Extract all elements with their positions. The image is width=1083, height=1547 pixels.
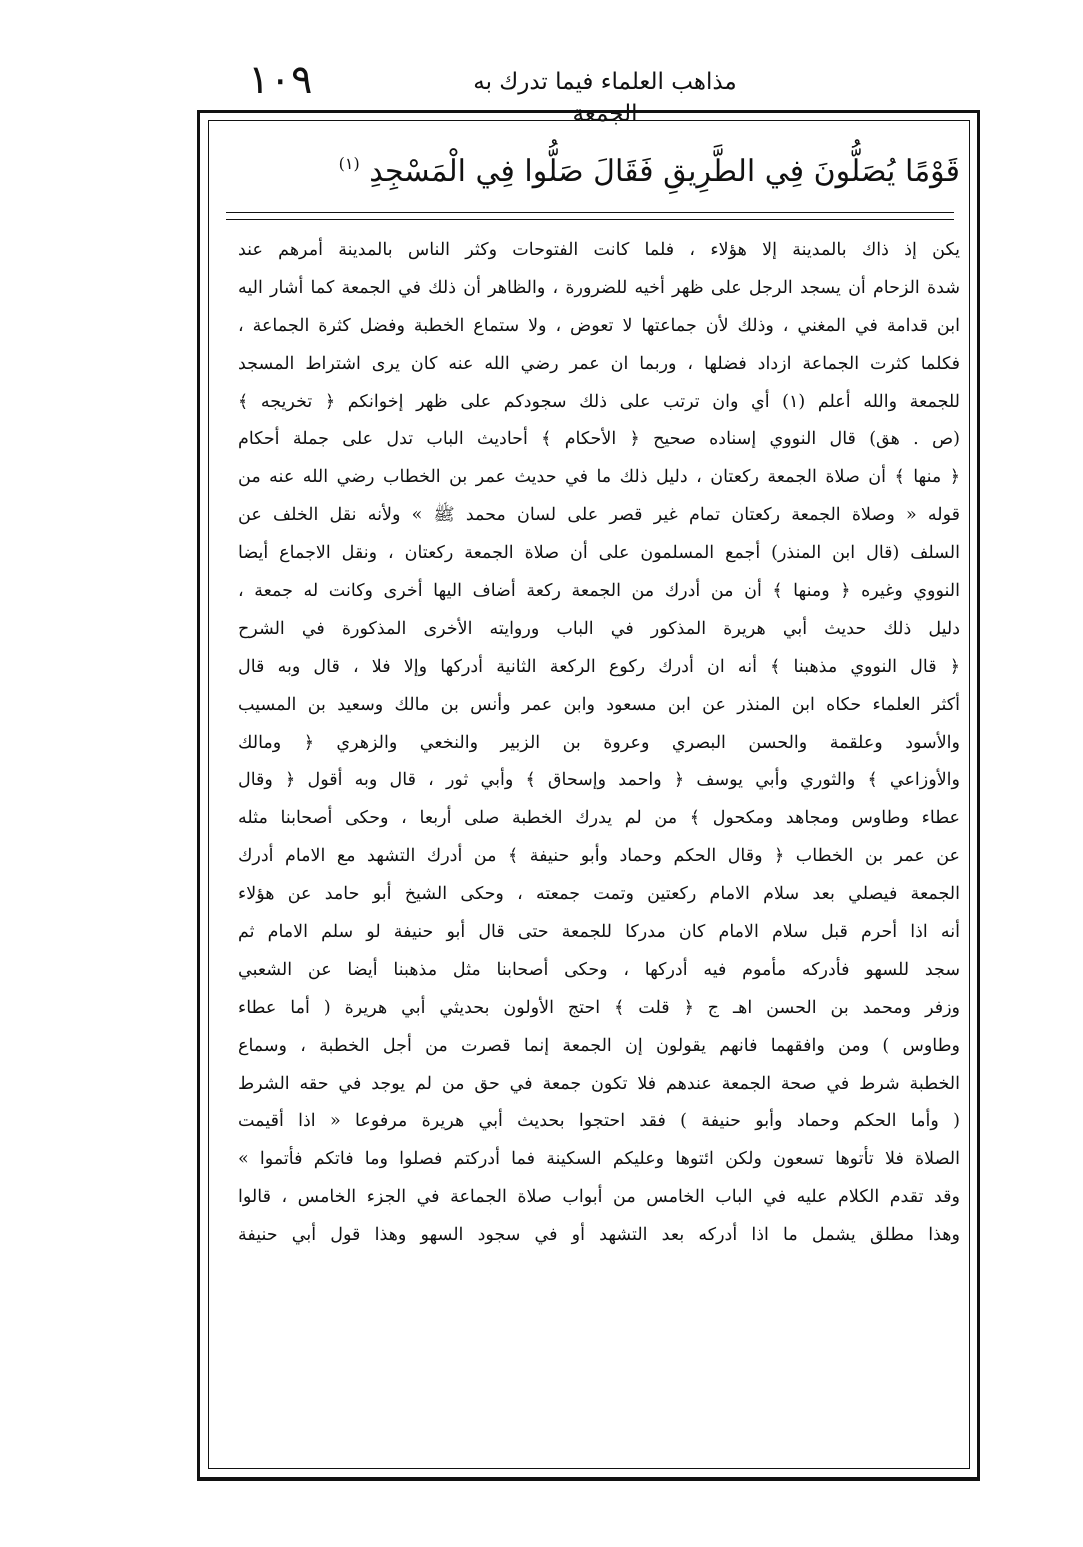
commentary-line: للجمعة والله أعلم (١) أي وان ترتب على ذلك سجودكم على ظهر إخوانكم ﴿ تخريجه ﴾ xyxy=(238,391,960,412)
commentary-line: السلف (قال ابن المنذر) أجمع المسلمون على أن صلاة الجمعة ركعتان ، ونقل الاجماع أيضا xyxy=(238,543,960,564)
commentary-line: قوله « وصلاة الجمعة ركعتان تمام غير قصر على لسان محمد ﷺ » ولأنه نقل الخلف عن xyxy=(238,505,960,526)
commentary-body xyxy=(238,232,960,1255)
commentary-line: وقد تقدم الكلام عليه في الباب الخامس من أبواب صلاة الجماعة في الجزء الخامس ، قالوا xyxy=(238,1187,960,1208)
commentary-line: أكثر العلماء حكاه ابن المنذر عن ابن مسعود وابن عمر وأنس بن مالك وسعيد بن المسيب xyxy=(238,694,960,715)
commentary-line: ابن قدامة في المغني ، وذلك لأن جماعتها لا تعوض ، ولا ستماع الخطبة وفضل كثرة الجماعة ، xyxy=(238,315,960,336)
commentary-line: وزفر ومحمد بن الحسن اهـ ج ﴿ قلت ﴾ احتج الأولون بحديثي أبي هريرة ( أما عطاء xyxy=(238,997,960,1018)
commentary-line: وطاوس ) ومن وافقهما فانهم يقولون إن الجمعة إنما قصرت من أجل الخطبة ، وسماع xyxy=(238,1035,960,1056)
commentary-line: النووي وغيره ﴿ ومنها ﴾ أن من أدرك من الجمعة ركعة أضاف اليها أخرى وكانت له جمعة ، xyxy=(238,581,960,602)
page-number: ١٠٩ xyxy=(248,57,313,103)
separator-rule-top xyxy=(226,212,954,213)
commentary-line: عن عمر بن الخطاب ﴿ وقال الحكم وحماد وأبو حنيفة ﴾ من أدرك التشهد مع الامام أدرك xyxy=(238,846,960,867)
commentary-line: أنه اذا أحرم قبل سلام الامام كان مدركا للجمعة حتى قال أبو حنيفة لو سلم الامام ثم xyxy=(238,922,960,943)
commentary-line: وهذا مطلق يشمل ما اذا أدركه بعد التشهد أو في سجود السهو وهذا قول أبي حنيفة xyxy=(238,1225,960,1246)
commentary-line: الجمعة فيصلي بعد سلام الامام ركعتين وتمت جمعته ، وحكى الشيخ أبو حامد عن هؤلاء xyxy=(238,884,960,905)
commentary-line: والأسود وعلقمة والحسن البصري وعروة بن الزبير والنخعي والزهري ﴿ ومالك xyxy=(238,732,960,753)
bottom-rule xyxy=(197,1480,980,1481)
commentary-line: دليل ذلك حديث أبي هريرة المذكور في الباب وروايته الأخرى المذكورة في الشرح xyxy=(238,618,960,639)
commentary-line: عطاء وطاوس ومجاهد ومكحول ﴾ من لم يدرك الخطبة صلى أربعا ، وحكى أصحابنا مثله xyxy=(238,808,960,829)
commentary-line: سجد للسهو فأدركه مأموم فيه أدركها ، وحكى أصحابنا مثل مذهبنا أيضا عن الشعبي xyxy=(238,959,960,980)
hadith-text-line xyxy=(228,132,960,196)
commentary-line: الصلاة فلا تأتوها تسعون ولكن ائتوها وعليكم السكينة فما أدركتم فصلوا وما فاتكم فأتموا » xyxy=(238,1149,960,1170)
commentary-line: (ص . هق) قال النووي إسناده صحيح ﴿ الأحكام ﴾ أحاديث الباب تدل على جملة أحكام xyxy=(238,429,960,450)
running-title: مذاهب العلماء فيما تدرك به الجمعة xyxy=(473,69,737,127)
separator-rule-bottom xyxy=(226,219,954,220)
commentary-line: يكن إذ ذاك بالمدينة إلا هؤلاء ، فلما كانت الفتوحات وكثر الناس بالمدينة أمرهم عند xyxy=(238,240,960,260)
commentary-line: فكلما كثرت الجماعة ازداد فضلها ، وربما ان عمر رضي الله عنه كان يرى اشتراط المسجد xyxy=(238,353,960,374)
commentary-line: ﴿ منها ﴾ أن صلاة الجمعة ركعتان ، دليل ذلك ما في حديث عمر بن الخطاب رضي الله عنه من xyxy=(238,467,960,488)
commentary-line: الخطبة شرط في صحة الجمعة عندهم فلا تكون جمعة في حق من لم يوجد في حقه الشرط xyxy=(238,1073,960,1094)
commentary-line: ﴿ قال النووي مذهبنا ﴾ أنه ان أدرك ركوع الركعة الثانية أدركها وإلا فلا ، قال وبه قال xyxy=(238,656,960,677)
commentary-line: شدة الزحام أن يسجد الرجل على ظهر أخيه للضرورة ، والظاهر أن ذلك في الجمعة كما أشار اليه xyxy=(238,277,960,298)
footnote-marker: (١) xyxy=(338,154,360,173)
commentary-line: والأوزاعي ﴾ والثوري وأبي يوسف ﴿ واحمد وإسحاق ﴾ وأبي ثور ، قال وبه أقول ﴿ وقال xyxy=(238,770,960,791)
commentary-line: ( وأما الحكم وحماد وأبو حنيفة ) فقد احتجوا بحديث أبي هريرة مرفوعا « اذا أقيمت xyxy=(238,1111,960,1132)
hadith-text: قَوْمًا يُصَلُّونَ فِي الطَّرِيقِ فَقَالَ صَلُّوا فِي الْمَسْجِدِ xyxy=(369,154,960,189)
